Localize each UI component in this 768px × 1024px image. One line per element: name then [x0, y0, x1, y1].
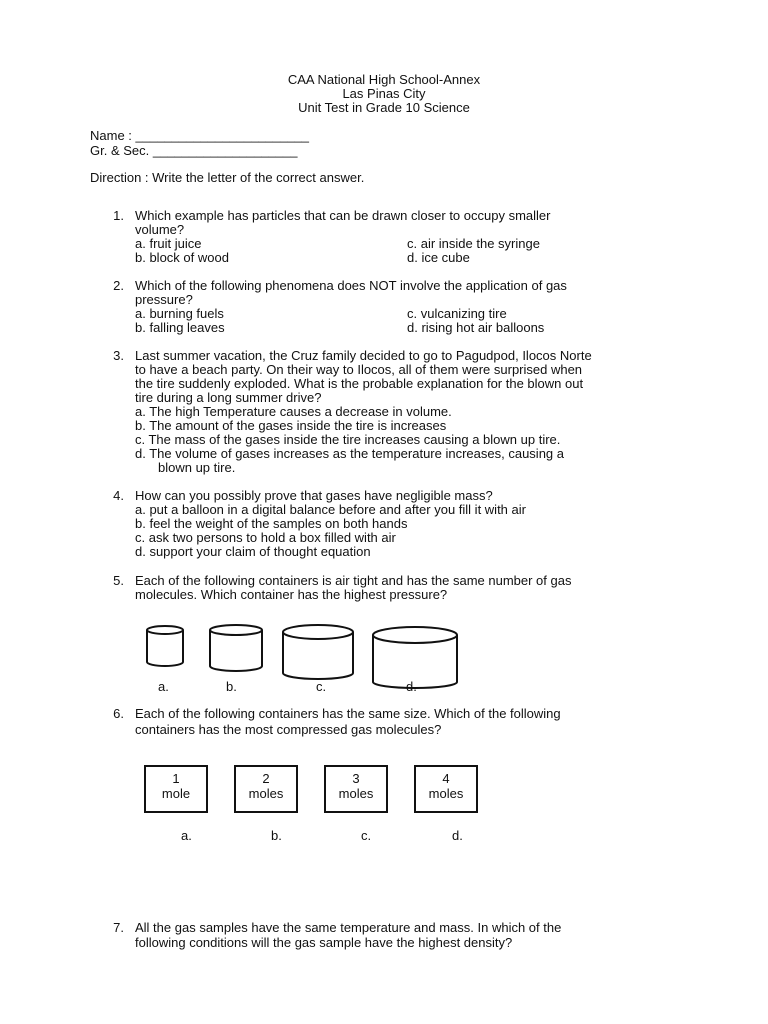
question-number: 4.: [113, 488, 124, 503]
mole-unit: mole: [161, 786, 191, 801]
name-field[interactable]: Name : ________________________: [90, 128, 310, 143]
mole-count: 1: [172, 771, 180, 786]
mole-unit: moles: [248, 786, 284, 801]
test-title: Unit Test in Grade 10 Science: [298, 100, 470, 115]
choice-c: c. The mass of the gases inside the tire increases causing a blown up tire.: [135, 432, 561, 447]
choice-d: d. rising hot air balloons: [407, 320, 545, 335]
container-box-d: [414, 765, 478, 813]
mole-unit: moles: [428, 786, 464, 801]
figure-label-d: d.: [452, 828, 463, 843]
choice-d: d. ice cube: [407, 250, 470, 265]
container-box-a: [144, 765, 208, 813]
question-text: volume?: [135, 222, 185, 237]
direction-text: Direction : Write the letter of the correct answer.: [90, 170, 365, 185]
figure-label-c: c.: [316, 679, 327, 694]
figure-label-d: d.: [406, 679, 417, 694]
question-text: Each of the following containers is air tight and has the same number of gas: [135, 573, 572, 588]
question-text: molecules. Which container has the highest pressure?: [135, 587, 448, 602]
choice-b: b. block of wood: [135, 250, 229, 265]
school-name: CAA National High School-Annex: [287, 72, 481, 87]
container-box-c: [324, 765, 388, 813]
choice-b: b. feel the weight of the samples on both hands: [135, 516, 408, 531]
figure-label-c: c.: [361, 828, 372, 843]
question-text: Which example has particles that can be drawn closer to occupy smaller: [135, 208, 551, 223]
choice-a: a. The high Temperature causes a decrease in volume.: [135, 404, 452, 419]
container-c-cylinder: [281, 623, 355, 681]
choice-c: c. vulcanizing tire: [407, 306, 507, 321]
question-text: following conditions will the gas sample have the highest density?: [135, 935, 513, 950]
question-number: 2.: [113, 278, 124, 293]
question-text: Last summer vacation, the Cruz family decided to go to Pagudpod, Ilocos Norte: [135, 348, 592, 363]
question-text: to have a beach party. On their way to Ilocos, all of them were surprised when: [135, 362, 583, 377]
mole-count: 2: [262, 771, 270, 786]
choice-d: d. support your claim of thought equation: [135, 544, 371, 559]
container-b-cylinder: [208, 623, 264, 673]
question-text: tire during a long summer drive?: [135, 390, 322, 405]
question-number: 5.: [113, 573, 124, 588]
question-text: How can you possibly prove that gases have negligible mass?: [135, 488, 493, 503]
question-text: pressure?: [135, 292, 193, 307]
figure-label-b: b.: [226, 679, 237, 694]
question-text: containers has the most compressed gas molecules?: [135, 722, 442, 737]
mole-count: 4: [442, 771, 450, 786]
question-text: All the gas samples have the same temperature and mass. In which of the: [135, 920, 562, 935]
choice-c: c. ask two persons to hold a box filled with air: [135, 530, 396, 545]
choice-d: d. The volume of gases increases as the temperature increases, causing a: [135, 446, 564, 461]
question-text: Which of the following phenomena does NOT involve the application of gas: [135, 278, 567, 293]
question-number: 6.: [113, 706, 124, 721]
section-field[interactable]: Gr. & Sec. ____________________: [90, 143, 298, 158]
choice-a: a. put a balloon in a digital balance before and after you fill it with air: [135, 502, 526, 517]
question-number: 1.: [113, 208, 124, 223]
choice-a: a. fruit juice: [135, 236, 202, 251]
mole-unit: moles: [338, 786, 374, 801]
choice-a: a. burning fuels: [135, 306, 224, 321]
container-a-cylinder: [145, 624, 185, 668]
question-text: the tire suddenly exploded. What is the probable explanation for the blown out: [135, 376, 584, 391]
figure-label-a: a.: [158, 679, 169, 694]
school-city: Las Pinas City: [342, 86, 426, 101]
choice-b: b. The amount of the gases inside the tire is increases: [135, 418, 447, 433]
figure-label-a: a.: [181, 828, 192, 843]
choice-b: b. falling leaves: [135, 320, 225, 335]
figure-label-b: b.: [271, 828, 282, 843]
choice-d-continued: blown up tire.: [158, 460, 236, 475]
question-text: Each of the following containers has the same size. Which of the following: [135, 706, 561, 721]
question-number: 3.: [113, 348, 124, 363]
question-number: 7.: [113, 920, 124, 935]
mole-count: 3: [352, 771, 360, 786]
choice-c: c. air inside the syringe: [407, 236, 540, 251]
container-box-b: [234, 765, 298, 813]
